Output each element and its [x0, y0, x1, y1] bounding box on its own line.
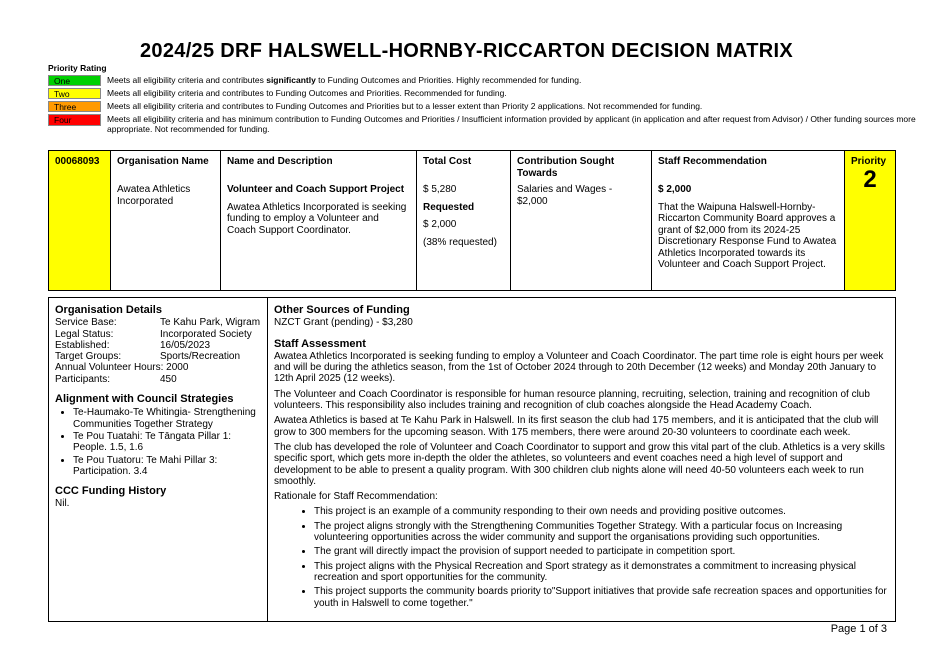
recommendation-amount: $ 2,000	[658, 184, 692, 195]
name-description-cell	[221, 151, 417, 290]
assessment-paragraph: The club has developed the role of Volunteer and Coach Coordinator to support and grow this vital part of the club. Athletics is a very skills specific sport, which gets more in-depth the older the athletes, so volunteers and event coaches need a high level of support and development to be able to present a quality program. With 300 children club nights alone will need 40-50 volunteers each week to run smoothly.	[274, 441, 885, 487]
application-id: 00068093	[55, 156, 100, 167]
priority-cell	[845, 151, 895, 290]
participants-row: Participants: 450	[55, 373, 177, 385]
org-details-heading: Organisation Details	[55, 304, 162, 316]
staff-assessment-heading: Staff Assessment	[274, 337, 366, 350]
application-id-cell	[49, 151, 111, 290]
priority-rating-heading: Priority Rating	[48, 63, 107, 73]
priority-badge-two: Two	[48, 88, 101, 99]
staff-recommendation-header: Staff Recommendation	[658, 156, 767, 167]
rationale-list	[274, 506, 889, 608]
list-item: • Te Pou Tuatoru: Te Mahi Pillar 3: Participation. 3.4	[73, 455, 261, 478]
priority-badge-one: One	[48, 75, 101, 86]
org-name-header: Organisation Name	[117, 156, 209, 167]
rationale-label: Rationale for Staff Recommendation:	[274, 491, 438, 503]
organisation-column	[49, 298, 268, 621]
other-sources-value: NZCT Grant (pending) - $3,280	[274, 317, 413, 329]
org-name-cell	[111, 151, 221, 290]
priority-desc-three: Meets all eligibility criteria and contributes to Funding Outcomes and Priorities but to a lesser extent than Priority 2 applications. Not recommended for funding.	[107, 101, 703, 111]
org-detail-row: Target Groups: Sports/Recreation	[55, 351, 241, 363]
list-item: • The project aligns strongly with the Strengthening Communities Together Strategy. With a particular focus on Increasing volunteering opportunities across the wider community and support the organisations providing such opportunities.	[314, 521, 889, 544]
contribution-header: Contribution Sought Towards	[517, 156, 615, 179]
org-detail-row: Legal Status: Incorporated Society	[55, 328, 252, 340]
list-item: • This project aligns with the Physical Recreation and Sport strategy as it demonstrates a commitment to increasing physical recreation and sport opportunities for the community.	[314, 561, 889, 584]
project-name: Volunteer and Coach Support Project	[227, 184, 405, 195]
priority-value: 2	[863, 165, 877, 193]
priority-desc-one: Meets all eligibility criteria and contributes significantly to Funding Outcomes and Priorities. Highly recommended for funding.	[107, 75, 582, 85]
total-cost-header: Total Cost	[423, 156, 472, 167]
funding-history-value: Nil.	[55, 498, 70, 510]
name-description-header: Name and Description	[227, 156, 333, 167]
org-detail-row: Established: 16/05/2023	[55, 339, 211, 351]
list-item: • This project supports the community boards priority to"Support initiatives that provide safe recreation spaces and opportunities for youth in Halswell to come together."	[314, 586, 889, 609]
page-number: Page 1 of 3	[830, 623, 887, 635]
assessment-column	[268, 298, 895, 621]
list-item: • This project is an example of a community responding to their own needs and providing positive outcomes.	[314, 506, 889, 517]
assessment-paragraph: Awatea Athletics is based at Te Kahu Park in Halswell. In its first season the club had 175 members, and it is anticipated that the club will grow to 300 members for the upcoming season. With 175 members, there were around 20-30 volunteers to coordinate each week.	[274, 415, 879, 438]
volunteer-hours: Annual Volunteer Hours: 2000	[55, 362, 189, 374]
list-item: • The grant will directly impact the provision of support needed to participate in competition sport.	[314, 546, 889, 557]
list-item: • Te-Haumako-Te Whitingia- Strengthening Communities Together Strategy	[73, 407, 261, 430]
org-name-value: Awatea Athletics Incorporated	[117, 184, 191, 207]
priority-badge-three: Three	[48, 101, 101, 112]
total-cost-value: $ 5,280	[423, 184, 457, 195]
priority-badge-four: Four	[48, 114, 101, 126]
page-title: 2024/25 DRF HALSWELL-HORNBY-RICCARTON DECISION MATRIX	[140, 40, 793, 62]
project-description: Awatea Athletics Incorporated is seeking funding to employ a Volunteer and Coach Support Coordinator.	[227, 201, 407, 236]
requested-percent: (38% requested)	[423, 236, 497, 248]
requested-amount: $ 2,000	[423, 219, 457, 230]
priority-desc-two: Meets all eligibility criteria and contributes to Funding Outcomes and Priorities. Recommended for funding.	[107, 88, 507, 98]
priority-header: Priority	[851, 156, 887, 167]
other-sources-heading: Other Sources of Funding	[274, 304, 410, 316]
contribution-value: Salaries and Wages - $2,000	[517, 184, 613, 207]
org-detail-row: Service Base: Te Kahu Park, Wigram	[55, 317, 261, 329]
total-cost-cell	[417, 151, 511, 290]
funding-history-heading: CCC Funding History	[55, 485, 167, 498]
assessment-paragraph: Awatea Athletics Incorporated is seeking funding to employ a Volunteer and Coach Coordinator. The part time role is eight hours per week and will be during the athletics season, from the 1st of October 2024 through to 20th December (12 weeks) and Monday 20th January to 12th April 2025 (12 weeks).	[274, 350, 884, 385]
recommendation-text: That the Waipuna Halswell-Hornby-Riccarton Community Board approves a grant of $2,000 from its 2024-25 Discretionary Response Fund to Awatea Athletics Incorporated towards its Volunteer and Coach Support Project.	[658, 201, 837, 270]
details-section	[48, 297, 896, 622]
application-summary-table	[48, 150, 896, 291]
list-item: • Te Pou Tuatahi: Te Tāngata Pillar 1: People. 1.5, 1.6	[73, 431, 261, 454]
alignment-list	[55, 407, 261, 477]
contribution-cell	[511, 151, 652, 290]
priority-desc-four: Meets all eligibility criteria and has minimum contribution to Funding Outcomes and Priorities / Insufficient information provided by applicant (in application and after request from Advisor) / Other funding sources more appropriate. Not recommended for funding.	[107, 114, 916, 134]
assessment-paragraph: The Volunteer and Coach Coordinator is responsible for human resource planning, recruiting, selection, training and recognition of club volunteers. This responsibility also includes training and recognition of club coaches alongside the Head Academy Coach.	[274, 388, 870, 412]
alignment-heading: Alignment with Council Strategies	[55, 393, 234, 406]
staff-recommendation-cell	[652, 151, 845, 290]
requested-label: Requested	[423, 201, 475, 213]
